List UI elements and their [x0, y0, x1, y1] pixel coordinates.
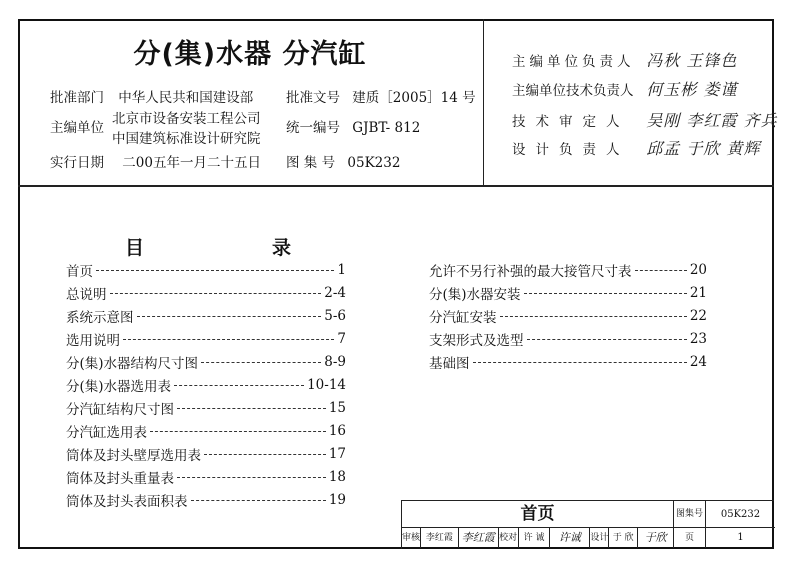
- toc-item-title: 筒体及封头壁厚选用表: [66, 447, 201, 464]
- editor-label: 主编单位: [50, 120, 104, 136]
- editor-line2: 中国建筑标准设计研究院: [112, 131, 261, 147]
- leader-dashes: [204, 454, 326, 455]
- signature-label: 设计负责人: [512, 142, 630, 158]
- toc-item-page: 2-4: [324, 284, 346, 301]
- designer-name: 于 欣: [609, 528, 638, 548]
- leader-dashes: [177, 477, 326, 478]
- header-divider: [18, 185, 774, 187]
- toc-item[interactable]: [66, 373, 346, 396]
- header-vertical-divider: [483, 19, 484, 186]
- toc-item-page: 15: [328, 399, 346, 416]
- signature-row: [512, 48, 737, 71]
- leader-dashes: [527, 339, 687, 340]
- document-title: 分(集)水器 分汽缸: [133, 39, 367, 70]
- designer-signature: 于欣: [644, 531, 667, 544]
- toc-item-page: 7: [337, 330, 346, 347]
- signature-row: [512, 77, 737, 100]
- toc-item-page: 24: [689, 353, 707, 370]
- toc-item-title: 基础图: [429, 355, 470, 372]
- toc-item-page: 1: [337, 261, 346, 278]
- unified-no-value: GJBT- 812: [352, 120, 421, 136]
- toc-item-title: 允许不另行补强的最大接管尺寸表: [429, 263, 632, 280]
- page-value: 1: [737, 532, 744, 543]
- toc-item-page: 18: [328, 468, 346, 485]
- signature-label: 主编单位负责人: [512, 54, 635, 70]
- toc-item[interactable]: [66, 350, 346, 373]
- signature-label: 技术审定人: [512, 114, 630, 130]
- toc-item-title: 分(集)水器选用表: [66, 378, 172, 395]
- toc-item-page: 22: [689, 307, 707, 324]
- leader-dashes: [191, 500, 326, 501]
- effective-date-value: 二00五年一月二十五日: [122, 155, 261, 171]
- toc-item[interactable]: [66, 327, 346, 350]
- signature-row: [512, 108, 777, 131]
- toc-item-title: 系统示意图: [66, 309, 134, 326]
- toc-item[interactable]: [66, 396, 346, 419]
- approval-no-label: 批准文号: [286, 90, 340, 106]
- toc-item[interactable]: [66, 258, 346, 281]
- checker-signature: 许诚: [550, 528, 590, 548]
- toc-item-title: 支架形式及选型: [429, 332, 524, 349]
- toc-item-title: 分(集)水器结构尺寸图: [66, 355, 199, 372]
- toc-left-column: [66, 258, 346, 511]
- unified-no-label: 统一编号: [286, 120, 340, 136]
- toc-item-page: 19: [328, 491, 346, 508]
- design-label: 设计: [590, 528, 609, 548]
- toc-item[interactable]: [66, 304, 346, 327]
- atlas-no: [286, 155, 400, 172]
- toc-item[interactable]: [429, 327, 707, 350]
- sheet-title: 首页: [402, 501, 674, 528]
- toc-item[interactable]: [66, 281, 346, 304]
- leader-dashes: [96, 270, 334, 271]
- page-label: 页: [674, 528, 706, 548]
- toc-item-title: 分汽缸安装: [429, 309, 497, 326]
- toc-item-page: 23: [689, 330, 707, 347]
- atlas-no-label: 图 集 号: [286, 155, 336, 171]
- atlas-no-value: 05K232: [347, 155, 401, 171]
- signature-label: 主编单位技术负责人: [512, 83, 634, 99]
- toc-item-page: 10-14: [307, 376, 346, 393]
- leader-dashes: [177, 408, 326, 409]
- toc-item-page: 21: [689, 284, 707, 301]
- effective-date-label: 实行日期: [50, 155, 104, 171]
- toc-item-title: 分(集)水器安装: [429, 286, 521, 303]
- toc-item[interactable]: [429, 258, 707, 281]
- toc-item[interactable]: [66, 488, 346, 511]
- toc-item-title: 分汽缸选用表: [66, 424, 147, 441]
- signature-names: 邱孟 于欣 黄辉: [646, 139, 761, 158]
- check-label: 校对: [499, 528, 519, 548]
- leader-dashes: [473, 362, 687, 363]
- editor-line1: 北京市设备安装工程公司: [112, 111, 261, 127]
- toc-right-column: [429, 258, 707, 373]
- toc-item[interactable]: [429, 304, 707, 327]
- toc-item-title: 筒体及封头重量表: [66, 470, 174, 487]
- approval-strip: [402, 528, 674, 548]
- leader-dashes: [110, 293, 322, 294]
- toc-item[interactable]: [66, 442, 346, 465]
- leader-dashes: [137, 316, 322, 317]
- approval-no: [286, 90, 476, 107]
- approval-dept-label: 批准部门: [50, 90, 104, 106]
- approval-dept: [50, 90, 253, 107]
- leader-dashes: [174, 385, 304, 386]
- toc-item-title: 选用说明: [66, 332, 120, 349]
- toc-item[interactable]: [66, 419, 346, 442]
- checker-name: 许 诚: [519, 528, 551, 548]
- toc-item-title: 分汽缸结构尺寸图: [66, 401, 174, 418]
- toc-item[interactable]: [429, 281, 707, 304]
- toc-item-title: 筒体及封头表面积表: [66, 493, 188, 510]
- toc-item-page: 17: [328, 445, 346, 462]
- leader-dashes: [123, 339, 334, 340]
- leader-dashes: [500, 316, 687, 317]
- signature-names: 冯秋 王锋色: [646, 51, 738, 70]
- leader-dashes: [524, 293, 687, 294]
- effective-date: [50, 155, 261, 172]
- toc-item-page: 8-9: [324, 353, 346, 370]
- toc-item-page: 5-6: [324, 307, 346, 324]
- reviewer-signature: 李红霞: [459, 528, 499, 548]
- toc-item-page: 20: [689, 261, 707, 278]
- approval-no-value: 建质［2005］14 号: [352, 90, 476, 106]
- signature-names: 吴刚 李红霞 齐兵: [646, 111, 778, 130]
- toc-item-page: 16: [328, 422, 346, 439]
- atlas-no-label: 图集号: [674, 501, 706, 528]
- toc-heading-left: 目: [125, 237, 145, 259]
- leader-dashes: [150, 431, 326, 432]
- unified-no: [286, 120, 420, 137]
- leader-dashes: [201, 362, 321, 363]
- toc-item-title: 总说明: [66, 286, 107, 303]
- toc-item[interactable]: [429, 350, 707, 373]
- atlas-no-value: 05K232: [706, 501, 775, 528]
- signature-row: [512, 136, 760, 159]
- reviewer-name: 李红霞: [421, 528, 459, 548]
- toc-item[interactable]: [66, 465, 346, 488]
- leader-dashes: [635, 270, 687, 271]
- approval-dept-value: 中华人民共和国建设部: [118, 90, 254, 106]
- signature-names: 何玉彬 娄谨: [646, 80, 738, 99]
- title-block: [401, 500, 774, 549]
- toc-item-title: 首页: [66, 263, 93, 280]
- review-label: 审核: [402, 528, 421, 548]
- toc-heading-right: 录: [272, 237, 292, 259]
